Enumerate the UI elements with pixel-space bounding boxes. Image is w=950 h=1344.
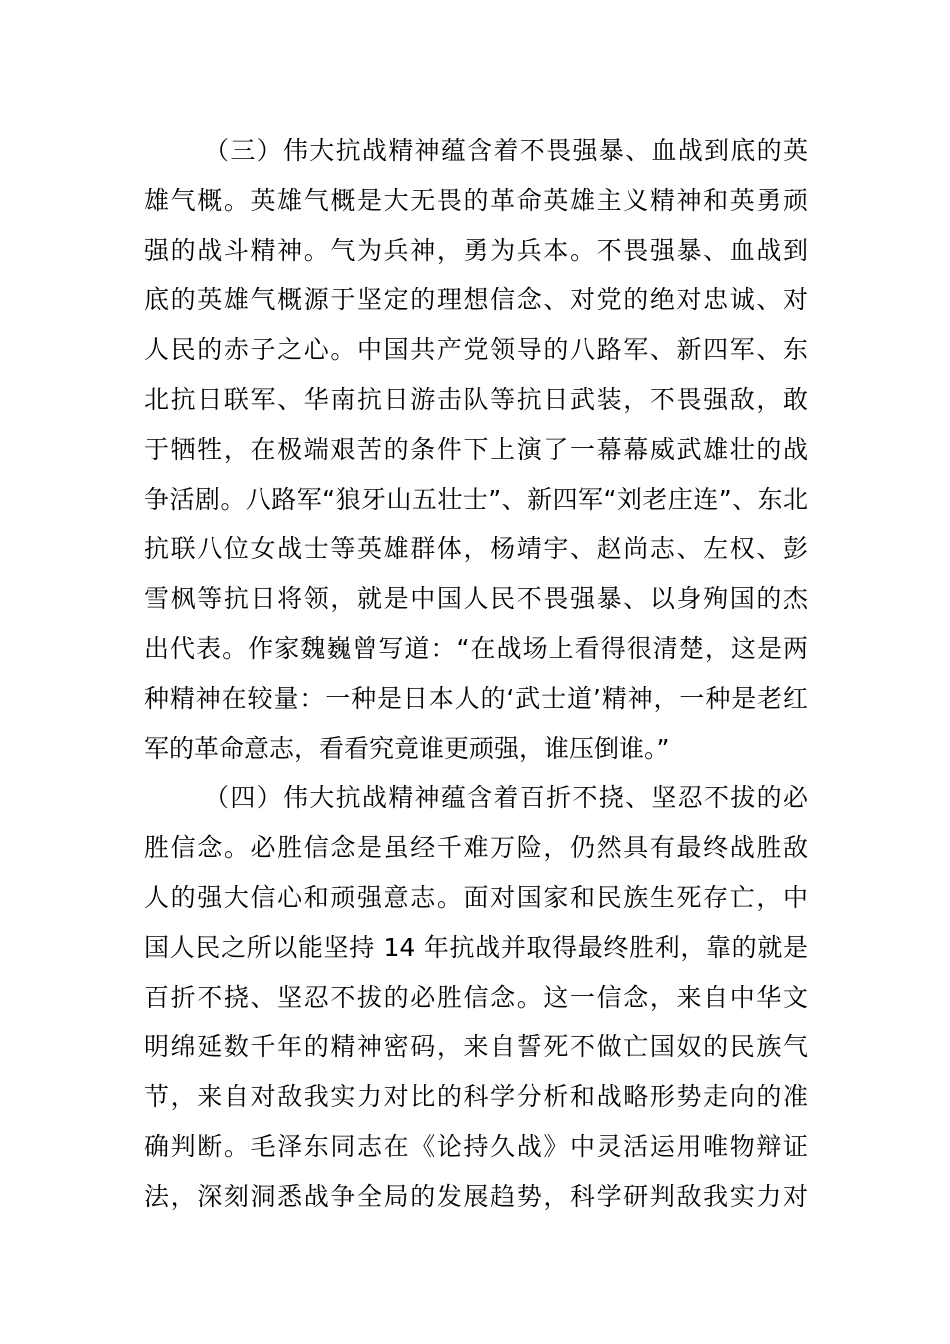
paragraph-line: 明绵延数千年的精神密码，来自誓死不做亡国奴的民族气 xyxy=(144,1032,808,1062)
paragraph-line: 于牺牲，在极端艰苦的条件下上演了一幕幕威武雄壮的战 xyxy=(144,434,808,464)
paragraph-line: 抗联八位女战士等英雄群体，杨靖宇、赵尚志、左权、彭 xyxy=(144,534,808,564)
paragraph-line: 胜信念。必胜信念是虽经千难万险，仍然具有最终战胜敌 xyxy=(144,833,808,863)
paragraph-line: （三）伟大抗战精神蕴含着不畏强暴、血战到底的英 xyxy=(204,136,808,165)
paragraph-line: 出代表。作家魏巍曾写道：“在战场上看得很清楚，这是两 xyxy=(144,633,808,663)
paragraph-section-4 xyxy=(144,773,808,1221)
paragraph-line: 节，来自对敌我实力对比的科学分析和战略形势走向的准 xyxy=(144,1082,808,1112)
paragraph-line: 种精神在较量：一种是日本人的‘武士道’精神，一种是老红 xyxy=(144,683,808,713)
paragraph-line: （四）伟大抗战精神蕴含着百折不挠、坚忍不拔的必 xyxy=(204,783,808,813)
body-text xyxy=(144,126,808,1222)
paragraph-line: 法，深刻洞悉战争全局的发展趋势，科学研判敌我实力对 xyxy=(144,1181,808,1211)
paragraph-line: 争活剧。八路军“狼牙山五壮士”、新四军“刘老庄连”、东北 xyxy=(144,484,808,514)
paragraph-line: 雪枫等抗日将领，就是中国人民不畏强暴、以身殉国的杰 xyxy=(144,584,808,614)
paragraph-section-3 xyxy=(144,126,808,773)
paragraph-line: 强的战斗精神。气为兵神，勇为兵本。不畏强暴、血战到 xyxy=(144,235,808,265)
paragraph-line: 人的强大信心和顽强意志。面对国家和民族生死存亡，中 xyxy=(144,882,808,912)
paragraph-line: 确判断。毛泽东同志在《论持久战》中灵活运用唯物辩证 xyxy=(144,1131,808,1161)
paragraph-line: 雄气概。英雄气概是大无畏的革命英雄主义精神和英勇顽 xyxy=(144,185,808,215)
paragraph-line: 底的英雄气概源于坚定的理想信念、对党的绝对忠诚、对 xyxy=(144,285,808,315)
paragraph-line: 军的革命意志，看看究竟谁更顽强，谁压倒谁。” xyxy=(144,733,670,763)
paragraph-line: 人民的赤子之心。中国共产党领导的八路军、新四军、东 xyxy=(144,335,808,365)
paragraph-line: 北抗日联军、华南抗日游击队等抗日武装，不畏强敌，敢 xyxy=(144,384,808,414)
paragraph-line: 国人民之所以能坚持 14 年抗战并取得最终胜利，靠的就是 xyxy=(144,932,808,962)
paragraph-line: 百折不挠、坚忍不拔的必胜信念。这一信念，来自中华文 xyxy=(144,982,808,1012)
